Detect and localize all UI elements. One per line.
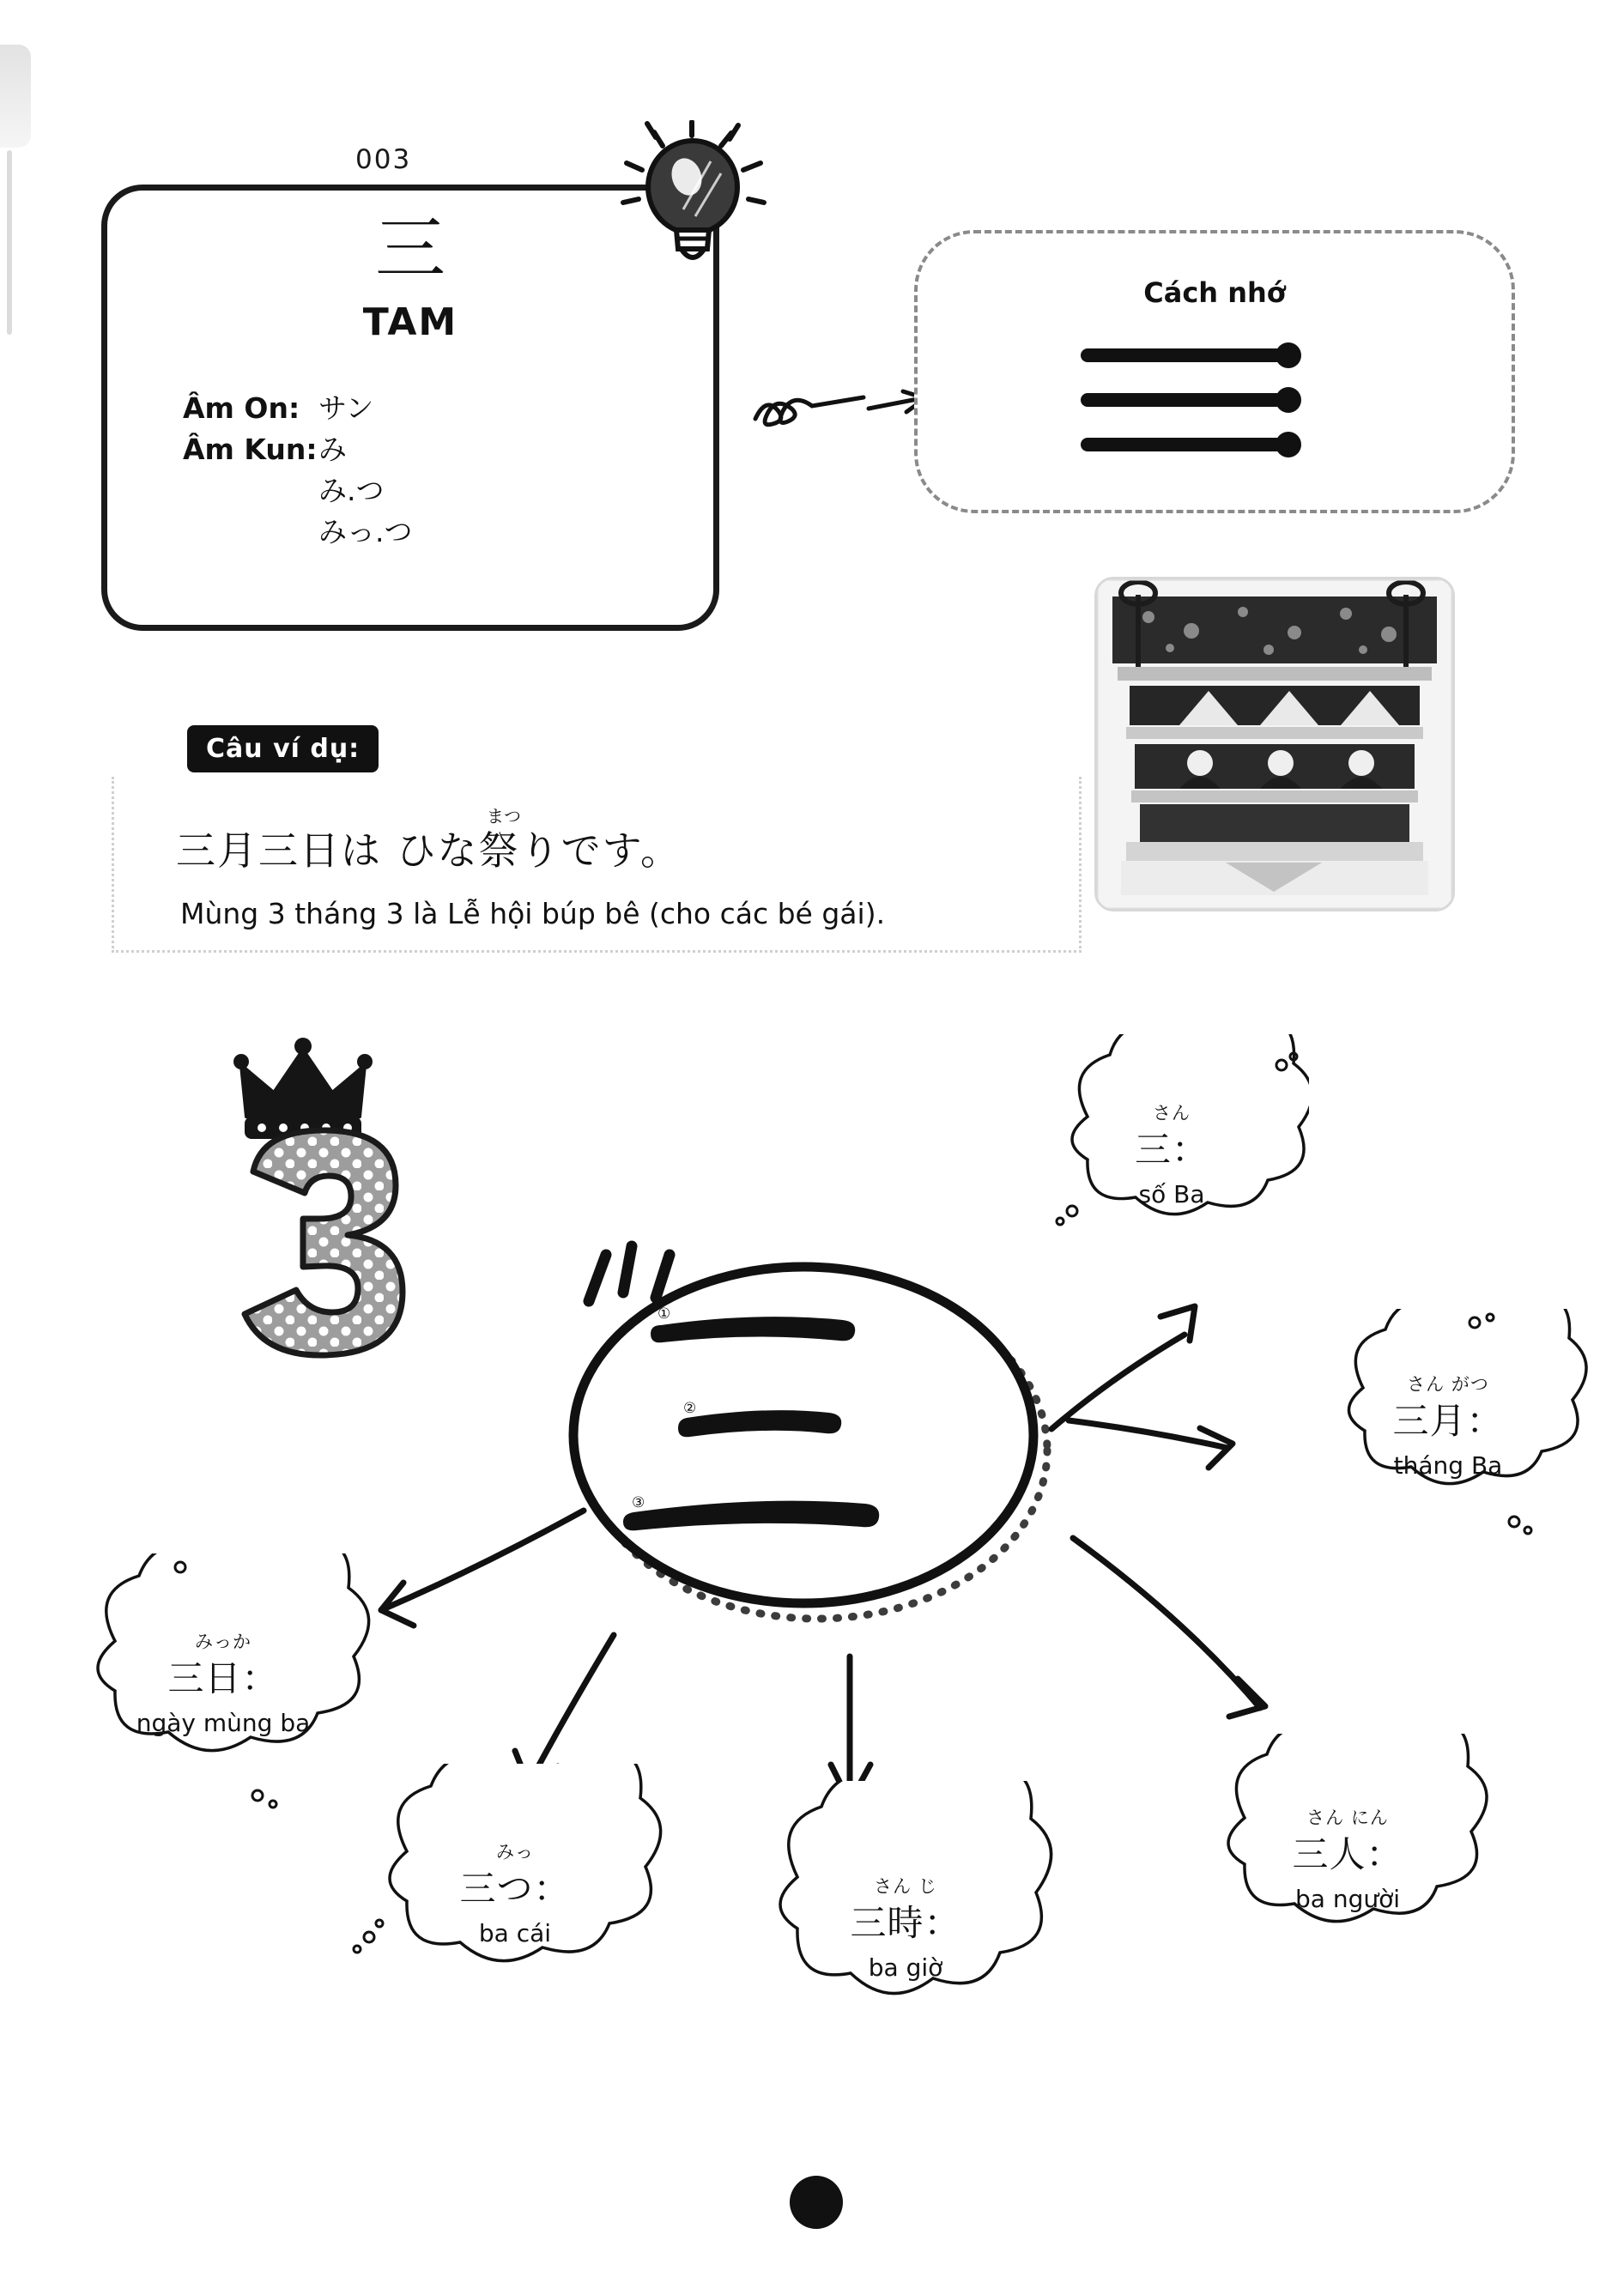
cloud-sanji (734, 1781, 1077, 2073)
cloud-meaning: ngày mùng ba (136, 1708, 311, 1737)
kun-reading-value-1: み (318, 432, 347, 466)
cloud-meaning: ba giờ (868, 1953, 943, 1982)
cloud-furigana: みっ (496, 1841, 534, 1862)
kun-reading-value-3: みっ.つ (318, 514, 413, 548)
cloud-meaning: tháng Ba (1393, 1450, 1503, 1480)
cloud-sannin (1185, 1734, 1511, 1983)
stroke-mark-1: ① (657, 1305, 671, 1323)
on-reading-label: Âm On: (183, 391, 300, 425)
cloud-word: 三： (1134, 1128, 1209, 1171)
cloud-furigana: さん (1153, 1102, 1191, 1123)
cloud-word: 三月： (1392, 1399, 1504, 1442)
cloud-san-so-ba (1034, 1034, 1309, 1273)
example-tag: Câu ví dụ: (187, 725, 379, 772)
cloud-word: 三日： (167, 1656, 279, 1699)
kun-reading-value-2: み.つ (318, 473, 385, 507)
cloud-furigana: みっか (195, 1631, 251, 1652)
kanji-romaji: TAM (362, 300, 458, 344)
cloud-furigana: さん がつ (1407, 1373, 1489, 1395)
stroke-mark-2: ② (683, 1400, 697, 1417)
memory-hint-title: Cách nhớ (1143, 276, 1286, 309)
cloud-meaning: ba người (1294, 1884, 1400, 1913)
page-number: 003 (343, 144, 423, 175)
page-footer-dot (790, 2176, 843, 2229)
kun-reading-label: Âm Kun: (183, 432, 318, 466)
cloud-furigana: さん じ (874, 1875, 937, 1897)
stroke-mark-3: ③ (632, 1494, 645, 1511)
example-japanese: 三月三日は ひな祭りです。 (176, 827, 682, 874)
cloud-mittsu (343, 1764, 687, 2021)
cloud-meaning: số Ba (1138, 1179, 1205, 1208)
cloud-word: 三時： (850, 1901, 961, 1944)
example-vietnamese: Mùng 3 tháng 3 là Lễ hội búp bê (cho các bé gái). (180, 897, 886, 930)
example-furigana: まつ (487, 806, 521, 827)
cloud-word: 三つ： (459, 1867, 571, 1910)
cloud-meaning: ba cái (478, 1918, 552, 1947)
cloud-word: 三人： (1292, 1832, 1403, 1875)
cloud-furigana: さん にん (1306, 1807, 1389, 1828)
cloud-sangatsu (1306, 1309, 1590, 1541)
on-reading-value: サン (318, 391, 374, 425)
kanji-character: 三 (374, 209, 445, 290)
